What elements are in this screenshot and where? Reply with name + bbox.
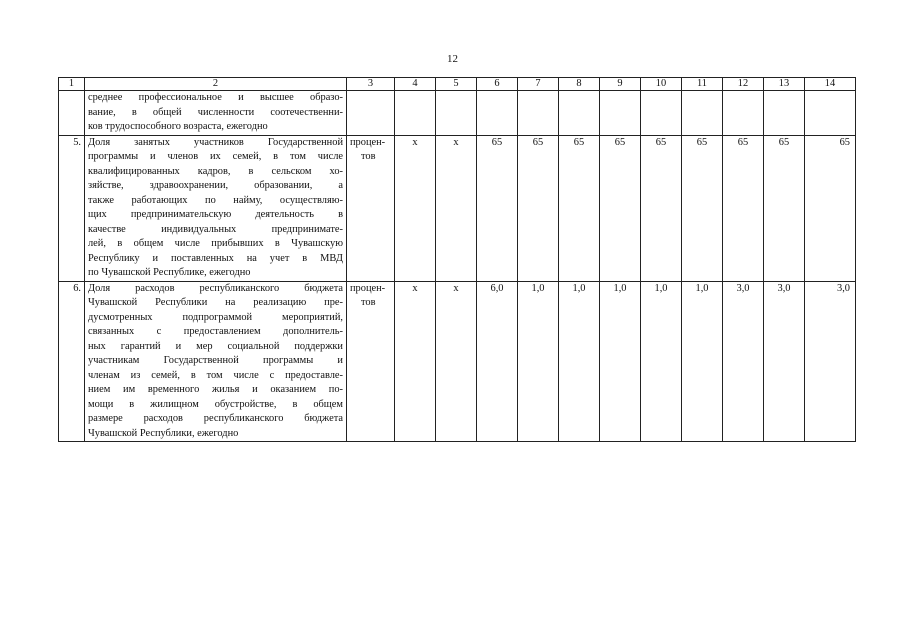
indicators-table bbox=[58, 77, 856, 442]
description-line: качестве индивидуальных предпринимате- bbox=[88, 223, 343, 235]
value-cell: 65 bbox=[682, 135, 723, 281]
unit-cell bbox=[347, 91, 395, 136]
value-cell: 65 bbox=[518, 135, 559, 281]
row-number bbox=[59, 91, 85, 136]
description-line: Республику и поставленных на учет в МВД bbox=[88, 252, 343, 264]
value-cell: 1,0 bbox=[682, 281, 723, 442]
description-line: квалифицированных кадров, в сельском хо- bbox=[88, 165, 343, 177]
value-cell: x bbox=[436, 135, 477, 281]
value-cell bbox=[395, 91, 436, 136]
description-line: Доля занятых участников Государственной bbox=[88, 136, 343, 148]
value-cell bbox=[723, 91, 764, 136]
header-cell: 7 bbox=[518, 78, 559, 91]
indicator-description bbox=[85, 281, 347, 442]
value-cell: 65 bbox=[477, 135, 518, 281]
value-cell bbox=[518, 91, 559, 136]
value-cell bbox=[764, 91, 805, 136]
value-cell: 65 bbox=[641, 135, 682, 281]
description-line: ных гарантий и мер социальной поддержки bbox=[88, 340, 343, 352]
indicator-description bbox=[85, 135, 347, 281]
value-cell: 65 bbox=[764, 135, 805, 281]
description-line: по Чувашской Республике, ежегодно bbox=[88, 267, 251, 278]
description-line: лей, в общем числе прибывших в Чувашскую bbox=[88, 238, 343, 249]
description-line: Чувашской Республики на реализацию пре- bbox=[88, 297, 343, 308]
value-cell: 3,0 bbox=[723, 281, 764, 442]
description-line: участникам Государственной программы и bbox=[88, 355, 343, 366]
unit-line: процен- bbox=[350, 136, 386, 148]
header-cell: 4 bbox=[395, 78, 436, 91]
header-cell: 3 bbox=[347, 78, 395, 91]
value-cell: 65 bbox=[805, 135, 856, 281]
header-cell: 10 bbox=[641, 78, 682, 91]
value-cell: x bbox=[395, 281, 436, 442]
value-cell: 65 bbox=[723, 135, 764, 281]
description-line: дусмотренных подпрограммой мероприятий, bbox=[88, 311, 343, 323]
description-line: щих предпринимательскую деятельность в bbox=[88, 209, 343, 220]
value-cell: 3,0 bbox=[805, 281, 856, 442]
page-number: 12 bbox=[447, 53, 458, 65]
description-line: мощи в жилищном обустройстве, в общем bbox=[88, 398, 343, 410]
description-line: ков трудоспособного возраста, ежегодно bbox=[88, 121, 268, 132]
value-cell: 3,0 bbox=[764, 281, 805, 442]
header-cell: 14 bbox=[805, 78, 856, 91]
header-cell: 8 bbox=[559, 78, 600, 91]
value-cell: 1,0 bbox=[600, 281, 641, 442]
table-row bbox=[59, 135, 856, 281]
value-cell: 65 bbox=[600, 135, 641, 281]
value-cell bbox=[559, 91, 600, 136]
header-cell: 1 bbox=[59, 78, 85, 91]
value-cell: 65 bbox=[559, 135, 600, 281]
value-cell: x bbox=[395, 135, 436, 281]
table-header-row bbox=[59, 78, 856, 91]
description-line: членам из семей, в том числе с предоставле- bbox=[88, 369, 343, 381]
value-cell bbox=[682, 91, 723, 136]
value-cell: x bbox=[436, 281, 477, 442]
description-line: среднее профессиональное и высшее образо- bbox=[88, 92, 343, 103]
description-line: вание, в общей численности соотечественни- bbox=[88, 106, 343, 118]
value-cell bbox=[805, 91, 856, 136]
header-cell: 13 bbox=[764, 78, 805, 91]
value-cell: 1,0 bbox=[518, 281, 559, 442]
description-line: связанных с предоставлением дополнитель- bbox=[88, 326, 343, 337]
header-cell: 12 bbox=[723, 78, 764, 91]
value-cell: 6,0 bbox=[477, 281, 518, 442]
unit-cell bbox=[347, 281, 395, 442]
description-line: Чувашской Республики, ежегодно bbox=[88, 427, 239, 439]
table-row bbox=[59, 91, 856, 136]
header-cell: 2 bbox=[85, 78, 347, 91]
description-line: также работающих по найму, осуществляю- bbox=[88, 194, 343, 206]
unit-line: тов bbox=[361, 297, 376, 308]
unit-cell bbox=[347, 135, 395, 281]
value-cell bbox=[477, 91, 518, 136]
unit-line: тов bbox=[361, 151, 376, 162]
row-number: 6. bbox=[59, 281, 85, 442]
header-cell: 11 bbox=[682, 78, 723, 91]
table-row bbox=[59, 281, 856, 442]
header-cell: 6 bbox=[477, 78, 518, 91]
description-line: программы и членов их семей, в том числе bbox=[88, 151, 343, 162]
description-line: Доля расходов республиканского бюджета bbox=[88, 282, 343, 294]
header-cell: 5 bbox=[436, 78, 477, 91]
unit-line: процен- bbox=[350, 282, 386, 294]
indicator-description bbox=[85, 91, 347, 136]
header-cell: 9 bbox=[600, 78, 641, 91]
row-number: 5. bbox=[59, 135, 85, 281]
value-cell: 1,0 bbox=[559, 281, 600, 442]
description-line: размере расходов республиканского бюджета bbox=[88, 413, 343, 424]
description-line: зяйстве, здравоохранении, образовании, а bbox=[88, 180, 343, 191]
value-cell bbox=[436, 91, 477, 136]
value-cell: 1,0 bbox=[641, 281, 682, 442]
value-cell bbox=[600, 91, 641, 136]
value-cell bbox=[641, 91, 682, 136]
description-line: нием им временного жилья и оказанием по- bbox=[88, 384, 343, 395]
